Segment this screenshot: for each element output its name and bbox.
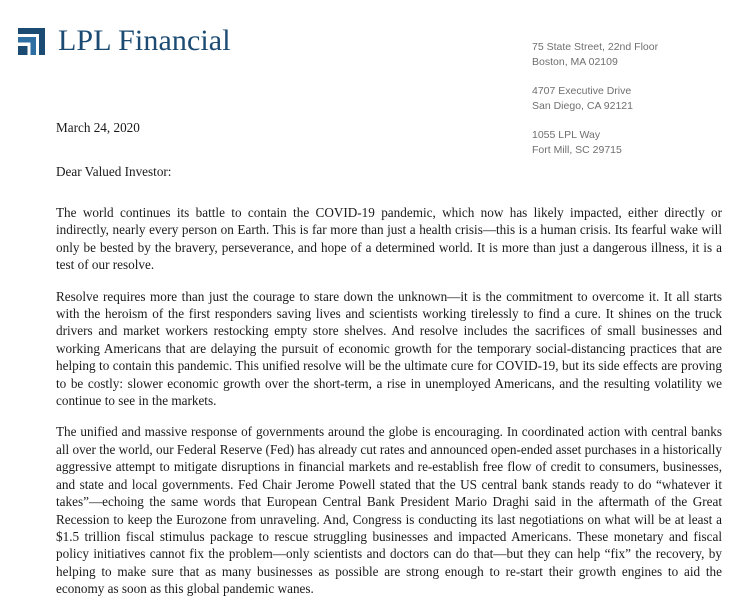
brand-name: LPL Financial (58, 24, 231, 57)
letter-date: March 24, 2020 (56, 120, 140, 135)
lpl-bar-chart-logo-icon (16, 27, 46, 56)
letter-paragraph: The world continues its battle to contain the COVID-19 pandemic, which now has likely impacted, either directly or indirectly, nearly every person on Earth. This is far more than just a health crisis—this is a human crisis. Its fearful wake will only be bested by the bravery, perseverance, and hope of a determined world. It is more than just a dangerous illness, it is a test of our resolve. (56, 205, 722, 273)
address-line-city: Boston, MA 02109 (532, 56, 618, 68)
address-line-city: Fort Mill, SC 29715 (532, 144, 622, 156)
address-line-street: 75 State Street, 22nd Floor (532, 41, 659, 53)
address-line-city: San Diego, CA 92121 (532, 100, 633, 112)
brand-lockup (16, 26, 231, 56)
address-boston (532, 40, 722, 70)
letter-paragraph: Resolve requires more than just the courage to stare down the unknown—it is the commitment to overcome it. It all starts with the heroism of the first responders saving lives and scientists working tirelessly to find a cure. It shines on the truck drivers and market workers restocking empty store shelves. And resolve includes the sacrifices of small businesses and working Americans that are delaying the pursuit of economic growth for the temporary social-distancing practices that are helping to contain this pandemic. This unified resolve will be the ultimate cure for COVID-19, but its side effects are proving to be costly: slower economic growth over the short-term, a rise in unemployed Americans, and the resulting volatility we continue to see in the markets. (56, 288, 722, 409)
letter-paragraph: The unified and massive response of governments around the globe is encouraging. In coordinated action with central banks all over the world, our Federal Reserve (Fed) has already cut rates and announced open-ended asset purchases in a historically aggressive attempt to mitigate disruptions in financial markets and re-establish free flow of credit to consumers, businesses, and state and local governments. Fed Chair Jerome Powell stated that the US central bank stands ready to do “whatever it takes”—echoing the same words that European Central Bank President Mario Draghi said in the aftermath of the Great Recession to keep the Eurozone from unraveling. And, Congress is conducting its last negotiations on what will be at least a $1.5 trillion fiscal stimulus package to rescue struggling businesses and impacted Americans. These monetary and fiscal policy initiatives cannot fix the problem—only scientists and doctors can do that—but they can help “fix” the recovery, by helping to make sure that as many businesses as possible are strong enough to re-start their growth engines to aid the economy as soon as this global pandemic wanes. (56, 424, 722, 597)
address-line-street: 1055 LPL Way (532, 129, 601, 141)
address-line-street: 4707 Executive Drive (532, 85, 632, 97)
address-san-diego (532, 84, 722, 114)
letter-body (56, 120, 722, 598)
letter-salutation: Dear Valued Investor: (56, 164, 172, 179)
